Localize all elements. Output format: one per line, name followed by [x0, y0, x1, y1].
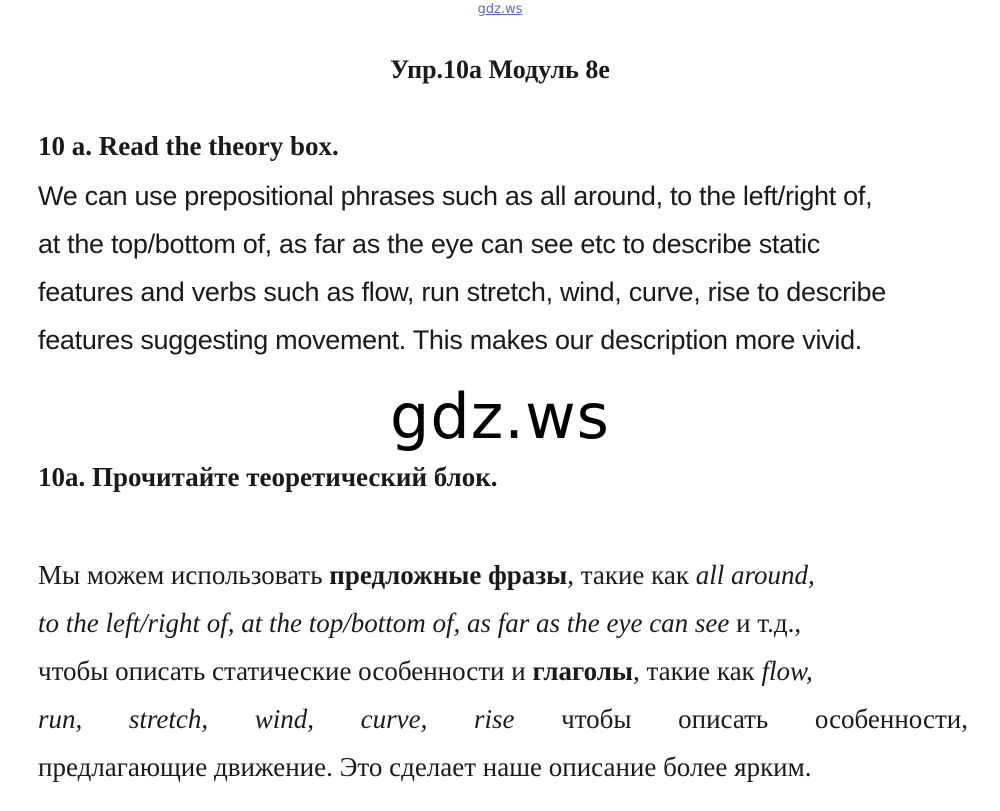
ru-text: и т.д.,	[729, 608, 802, 638]
ru-bold-term: глаголы	[532, 656, 633, 686]
english-line: features and verbs such as flow, run stretch, wind, curve, rise to describe	[38, 277, 886, 307]
russian-line-3	[38, 647, 968, 695]
english-paragraph	[38, 172, 968, 364]
page-title: Упр.10a Модуль 8e	[390, 55, 610, 84]
russian-heading: 10a. Прочитайте теоретический блок.	[38, 462, 498, 492]
watermark-large: gdz.ws	[390, 380, 610, 453]
ru-text: , такие как	[632, 656, 762, 686]
russian-line-1	[38, 551, 968, 599]
russian-line-2	[38, 599, 968, 647]
ru-text: Мы можем использовать	[38, 560, 330, 590]
ru-italic-example: to the left/right of, at the top/bottom of, as far as the eye can see	[38, 608, 730, 638]
english-line: at the top/bottom of, as far as the eye can see etc to describe static	[38, 229, 820, 259]
russian-line-4	[38, 695, 968, 743]
watermark-small: gdz.ws	[477, 2, 523, 17]
english-line: We can use prepositional phrases such as all around, to the left/right of,	[38, 181, 873, 211]
russian-paragraph	[38, 551, 968, 791]
ru-word: run,	[38, 704, 83, 734]
ru-text: , такие как	[567, 560, 696, 590]
english-heading: 10 a. Read the theory box.	[38, 131, 339, 161]
ru-word: stretch,	[128, 704, 209, 734]
ru-word: wind,	[254, 704, 315, 734]
ru-word: особенности,	[814, 704, 968, 734]
russian-line-5	[38, 743, 968, 791]
ru-italic-example: flow,	[761, 656, 813, 686]
ru-word: чтобы	[561, 704, 632, 734]
ru-italic-example: all around,	[695, 560, 815, 590]
english-line: features suggesting movement. This makes our description more vivid.	[38, 325, 862, 355]
ru-text: предлагающие движение. Это сделает наше описание более ярким.	[38, 752, 812, 782]
ru-word: описать	[678, 704, 769, 734]
ru-text: чтобы описать статические особенности и	[38, 656, 533, 686]
ru-bold-term: предложные фразы	[329, 560, 568, 590]
ru-word: rise	[473, 704, 515, 734]
ru-word: curve,	[360, 704, 428, 734]
